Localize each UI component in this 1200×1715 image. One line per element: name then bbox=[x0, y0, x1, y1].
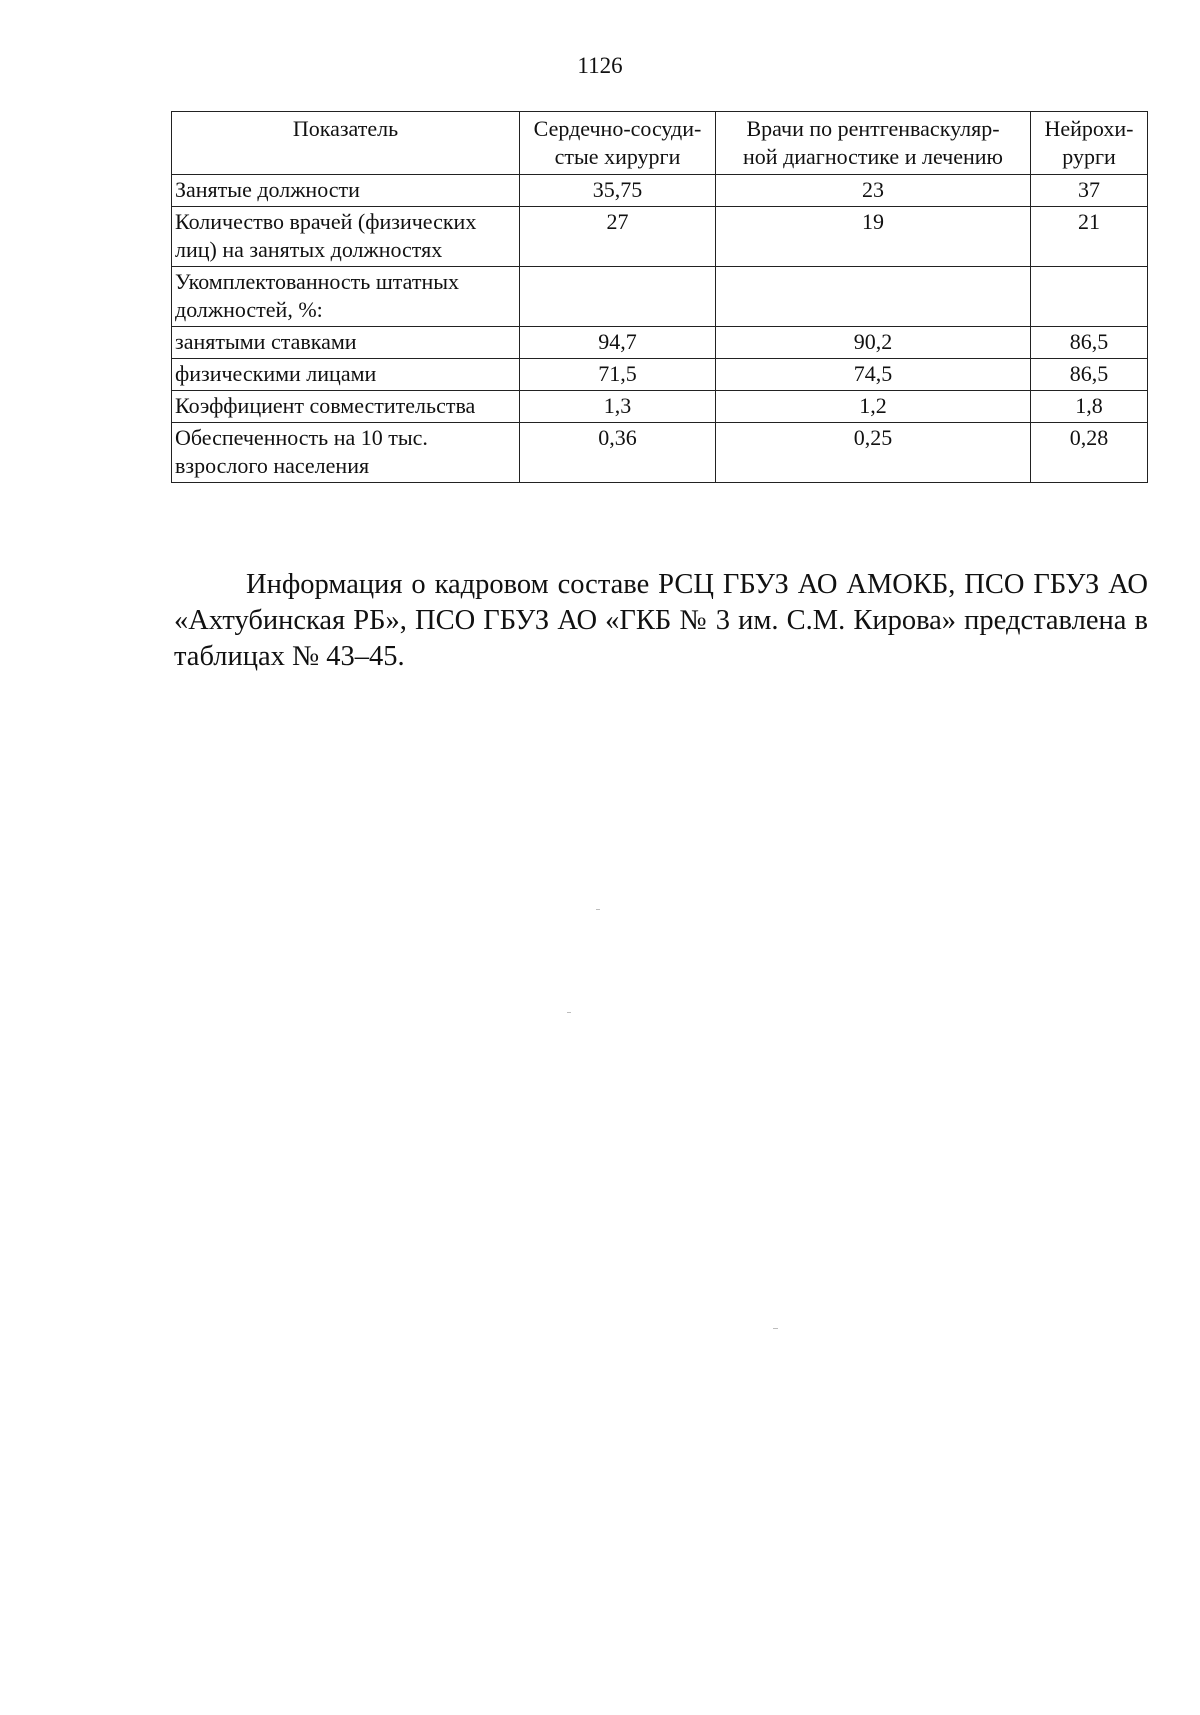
cell-value: 23 bbox=[716, 175, 1031, 207]
table-row bbox=[172, 175, 1148, 207]
header-cardiovascular-surgeons: Сердечно-сосуди- стые хирурги bbox=[520, 112, 716, 175]
cell-value bbox=[716, 267, 1031, 327]
cell-value: 19 bbox=[716, 207, 1031, 267]
row-label: Обеспеченность на 10 тыс. взрослого населения bbox=[172, 423, 520, 483]
cell-value: 0,28 bbox=[1031, 423, 1148, 483]
scan-mark bbox=[567, 1012, 571, 1013]
cell-value: 21 bbox=[1031, 207, 1148, 267]
cell-value: 0,36 bbox=[520, 423, 716, 483]
row-label: занятыми ставками bbox=[172, 327, 520, 359]
header-xray-vascular-doctors: Врачи по рентгенваскуляр- ной диагностике и лечению bbox=[716, 112, 1031, 175]
page-number: 1126 bbox=[577, 53, 623, 78]
cell-value: 74,5 bbox=[716, 359, 1031, 391]
table-row bbox=[172, 359, 1148, 391]
cell-value: 27 bbox=[520, 207, 716, 267]
header-indicator: Показатель bbox=[172, 112, 520, 175]
row-label: Занятые должности bbox=[172, 175, 520, 207]
cell-value: 86,5 bbox=[1031, 359, 1148, 391]
scan-mark bbox=[773, 1328, 778, 1329]
table-row bbox=[172, 327, 1148, 359]
cell-value bbox=[1031, 267, 1148, 327]
cell-value: 71,5 bbox=[520, 359, 716, 391]
scan-mark bbox=[596, 909, 600, 910]
row-label: Коэффициент совместительства bbox=[172, 391, 520, 423]
cell-value: 1,3 bbox=[520, 391, 716, 423]
table-row bbox=[172, 423, 1148, 483]
row-label: Укомплектованность штатных должностей, %: bbox=[172, 267, 520, 327]
table-row bbox=[172, 207, 1148, 267]
row-label: физическими лицами bbox=[172, 359, 520, 391]
cell-value: 35,75 bbox=[520, 175, 716, 207]
table-header-row bbox=[172, 112, 1148, 175]
body-paragraph: Информация о кадровом составе РСЦ ГБУЗ АО АМОКБ, ПСО ГБУЗ АО «Ахтубинская РБ», ПСО ГБУЗ АО «ГКБ № 3 им. С.М. Кирова» представлена в таблицах № 43–45. bbox=[174, 568, 1148, 672]
cell-value: 86,5 bbox=[1031, 327, 1148, 359]
header-neurosurgeons: Нейрохи- рурги bbox=[1031, 112, 1148, 175]
cell-value: 94,7 bbox=[520, 327, 716, 359]
table-row bbox=[172, 267, 1148, 327]
row-label: Количество врачей (физических лиц) на занятых должностях bbox=[172, 207, 520, 267]
cell-value: 90,2 bbox=[716, 327, 1031, 359]
cell-value: 1,8 bbox=[1031, 391, 1148, 423]
cell-value: 1,2 bbox=[716, 391, 1031, 423]
staffing-table bbox=[171, 111, 1148, 483]
cell-value bbox=[520, 267, 716, 327]
cell-value: 0,25 bbox=[716, 423, 1031, 483]
table-row bbox=[172, 391, 1148, 423]
cell-value: 37 bbox=[1031, 175, 1148, 207]
